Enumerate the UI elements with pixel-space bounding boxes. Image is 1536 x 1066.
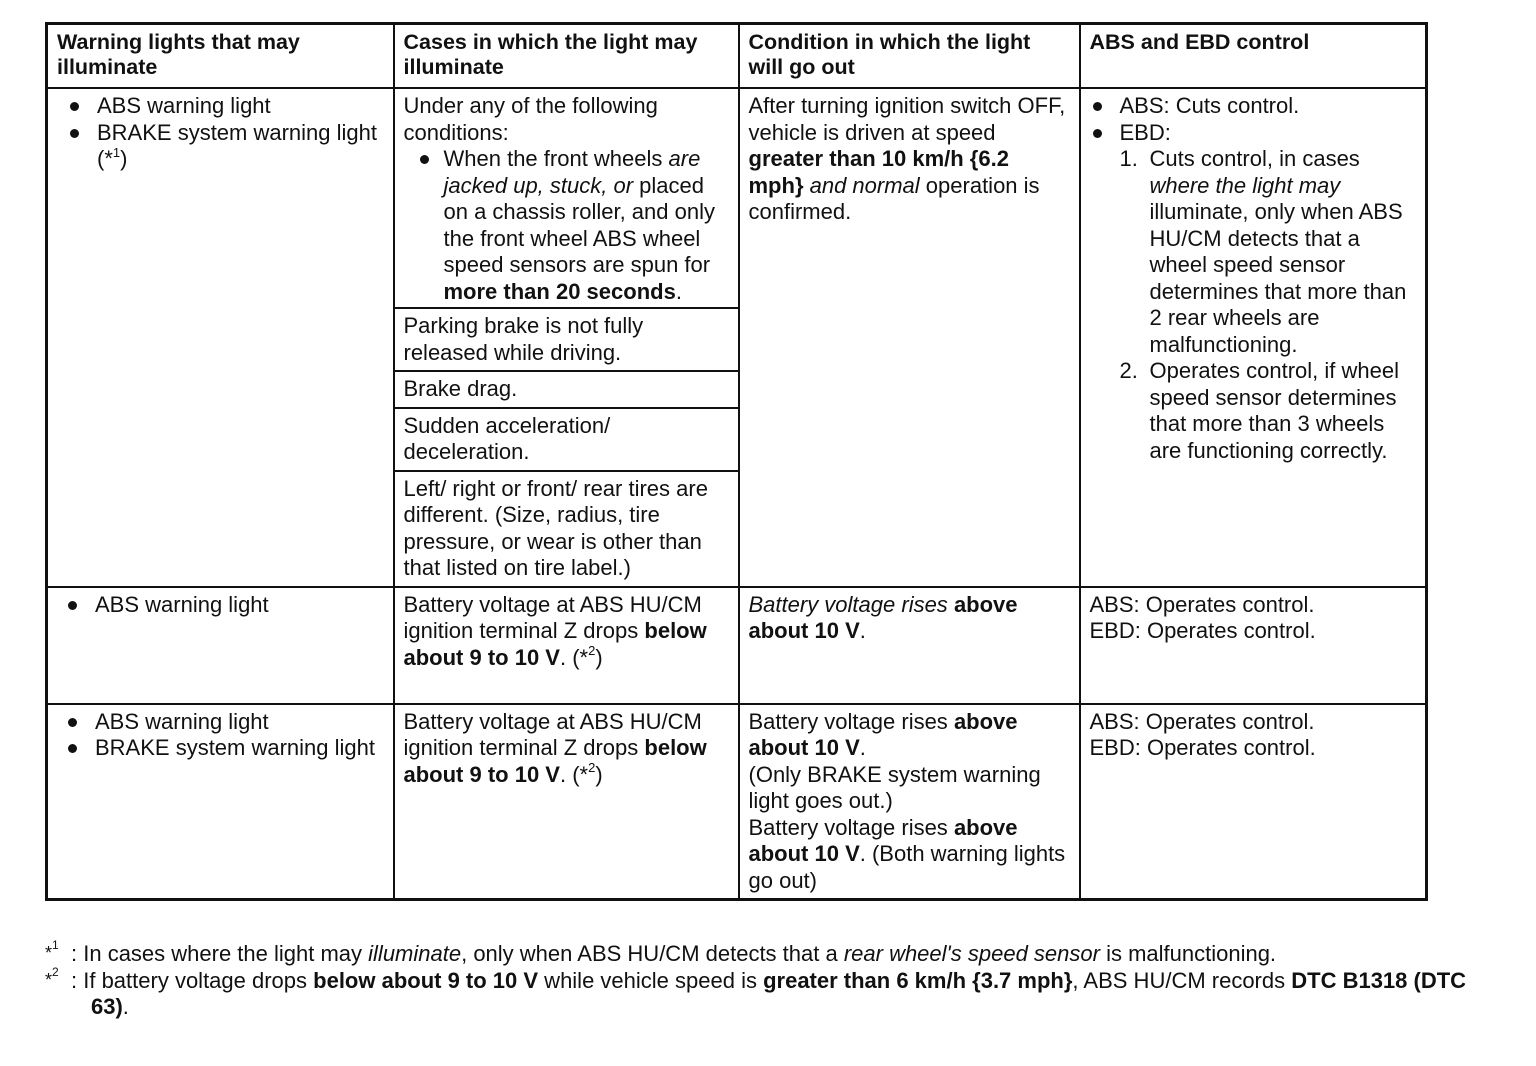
row1-case1-cell bbox=[394, 88, 739, 308]
text-bold: above about 10 V bbox=[748, 591, 1018, 643]
text: . bbox=[859, 735, 866, 760]
paren: ) bbox=[120, 146, 128, 171]
separator: : bbox=[71, 968, 84, 993]
asterisk: * bbox=[45, 970, 53, 990]
light-label: BRAKE system warning light ( bbox=[97, 119, 377, 171]
text-italic: rear wheel's speed sensor bbox=[843, 941, 1100, 966]
condition-note-1: (Only BRAKE system warning light goes out.) bbox=[748, 761, 1041, 813]
text: . (Both warning lights go out) bbox=[748, 841, 1066, 893]
text: ABS: Operates control. bbox=[1089, 708, 1315, 734]
text-bold: greater than 6 km/h {3.7 mph} bbox=[763, 968, 1073, 993]
text: EBD: bbox=[1119, 119, 1171, 145]
footnote-text bbox=[71, 968, 1485, 1020]
footnotes bbox=[45, 938, 1485, 1020]
text-bold: more than 20 seconds bbox=[443, 278, 676, 304]
row1-condition-cell bbox=[739, 88, 1080, 587]
text-bold: below about 9 to 10 V bbox=[313, 968, 539, 993]
condition-part-2 bbox=[749, 815, 1070, 895]
light-label: BRAKE system warning light bbox=[95, 735, 375, 760]
text-italic: where the light may bbox=[1149, 172, 1341, 198]
text: is malfunctioning. bbox=[1099, 941, 1277, 966]
row2-condition-cell bbox=[739, 587, 1080, 704]
text: Battery voltage rises bbox=[748, 814, 954, 840]
text: After turning ignition switch OFF, vehicle is driven at speed bbox=[748, 93, 1066, 145]
text: . bbox=[675, 278, 682, 304]
list-item bbox=[55, 592, 384, 619]
note-number: 1 bbox=[112, 144, 121, 160]
text-bold: DTC B1318 (DTC 63) bbox=[91, 968, 1467, 1019]
condition-part-1 bbox=[749, 709, 1070, 762]
text-bold: below about 9 to 10 V bbox=[403, 735, 707, 787]
text-bold: above about 10 V bbox=[748, 708, 1018, 760]
asterisk: * bbox=[579, 644, 589, 670]
text: placed on a chassis roller, and only the front wheel ABS wheel speed sensors are spun for bbox=[443, 172, 715, 277]
header-cases: Cases in which the light may illuminate bbox=[394, 24, 739, 89]
header-row bbox=[47, 24, 1427, 89]
row3-condition-cell bbox=[739, 704, 1080, 900]
asterisk: * bbox=[579, 761, 589, 787]
case-intro: Under any of the following conditions: bbox=[403, 93, 658, 145]
list-item bbox=[57, 120, 384, 173]
footnote-mark bbox=[45, 940, 59, 966]
text: ) bbox=[595, 761, 603, 787]
footnote-1 bbox=[45, 938, 1485, 967]
row1-lights-list bbox=[57, 93, 384, 173]
text: while vehicle speed is bbox=[538, 968, 764, 993]
text: ABS: Cuts control. bbox=[1119, 93, 1300, 118]
row1-control-cell bbox=[1080, 88, 1427, 587]
list-item bbox=[55, 735, 384, 762]
row1-lights-cell bbox=[47, 88, 394, 587]
note-number: 1 bbox=[52, 938, 59, 952]
footnote-mark bbox=[45, 967, 59, 993]
text: . bbox=[122, 994, 129, 1019]
item-number: 2. bbox=[1119, 358, 1138, 383]
row1-case4-cell: Sudden acceleration/ deceleration. bbox=[394, 408, 739, 471]
row2-case-cell bbox=[394, 587, 739, 704]
text-italic: are jacked up, stuck, or bbox=[443, 146, 701, 198]
text-bold: below about 9 to 10 V bbox=[403, 618, 707, 670]
text: Battery voltage at ABS HU/CM ignition terminal Z drops bbox=[403, 591, 702, 643]
row1-case2-cell: Parking brake is not fully released while driving. bbox=[394, 308, 739, 371]
text: Operates control, if wheel speed sensor determines that more than 3 wheels are functioning correctly. bbox=[1149, 358, 1399, 463]
list-item bbox=[404, 146, 729, 305]
text: When the front wheels bbox=[443, 146, 669, 171]
text-bold: above about 10 V bbox=[748, 814, 1018, 866]
row3-lights-list bbox=[55, 709, 384, 762]
text-italic: illuminate bbox=[368, 941, 462, 966]
header-abs-ebd-control: ABS and EBD control bbox=[1080, 24, 1427, 89]
header-warning-lights: Warning lights that may illuminate bbox=[47, 24, 394, 89]
text: Battery voltage rises bbox=[748, 708, 954, 734]
text: If battery voltage drops bbox=[83, 968, 314, 993]
text: In cases where the light may bbox=[83, 941, 369, 966]
text-italic: and normal bbox=[803, 172, 920, 198]
table-row bbox=[47, 587, 1427, 704]
text-italic: Battery voltage rises bbox=[748, 591, 954, 617]
text: , ABS HU/CM records bbox=[1072, 968, 1292, 993]
text-bold: greater than 10 km/h {6.2 mph} bbox=[748, 146, 1009, 198]
text: illuminate, only when ABS HU/CM detects that a wheel speed sensor determines that more than 2 rear wheels are malfunctioning. bbox=[1149, 199, 1407, 357]
row3-case-cell bbox=[394, 704, 739, 900]
row2-lights-cell bbox=[47, 587, 394, 704]
row2-control-cell bbox=[1080, 587, 1427, 704]
footnote-text bbox=[71, 941, 1485, 967]
warning-light-table bbox=[45, 22, 1428, 901]
note-number: 2 bbox=[588, 643, 596, 659]
text: operation is confirmed. bbox=[748, 172, 1040, 224]
light-label: ABS warning light bbox=[97, 93, 271, 118]
note-mark bbox=[104, 146, 120, 171]
asterisk: * bbox=[45, 943, 53, 963]
case1-list bbox=[404, 146, 729, 305]
light-label: ABS warning light bbox=[95, 591, 269, 617]
table-row bbox=[47, 88, 1427, 308]
note-number: 2 bbox=[52, 965, 59, 979]
header-condition: Condition in which the light will go out bbox=[739, 24, 1080, 89]
list-item bbox=[1080, 146, 1417, 358]
list-item bbox=[57, 93, 384, 120]
list-item bbox=[1080, 358, 1417, 464]
list-item bbox=[1080, 120, 1417, 147]
text: ) bbox=[595, 644, 603, 670]
table-row bbox=[47, 704, 1427, 900]
row3-control-cell bbox=[1080, 704, 1427, 900]
text: EBD: Operates control. bbox=[1089, 735, 1316, 760]
row1-control-list bbox=[1080, 93, 1417, 146]
list-item bbox=[1080, 93, 1417, 120]
text: . ( bbox=[559, 761, 580, 787]
light-label: ABS warning light bbox=[95, 708, 269, 734]
row3-lights-cell bbox=[47, 704, 394, 900]
text: EBD: Operates control. bbox=[1089, 618, 1316, 643]
row1-case5-cell: Left/ right or front/ rear tires are different. (Size, radius, tire pressure, or wear is other than that listed on tire label.) bbox=[394, 471, 739, 587]
item-number: 1. bbox=[1119, 146, 1138, 171]
text: . ( bbox=[559, 644, 580, 670]
text: . bbox=[859, 618, 866, 643]
row1-case3-cell: Brake drag. bbox=[394, 371, 739, 408]
text: Cuts control, in cases bbox=[1149, 146, 1360, 171]
text: Battery voltage at ABS HU/CM ignition terminal Z drops bbox=[403, 708, 702, 760]
footnote-2 bbox=[45, 965, 1485, 1020]
row2-lights-list bbox=[55, 592, 384, 619]
ebd-numbered-list bbox=[1080, 146, 1417, 464]
note-number: 2 bbox=[588, 760, 596, 776]
asterisk: * bbox=[104, 146, 113, 171]
separator: : bbox=[71, 941, 84, 966]
list-item bbox=[55, 709, 384, 736]
document-page bbox=[45, 22, 1425, 901]
text: , only when ABS HU/CM detects that a bbox=[461, 941, 844, 966]
text: ABS: Operates control. bbox=[1089, 591, 1315, 617]
